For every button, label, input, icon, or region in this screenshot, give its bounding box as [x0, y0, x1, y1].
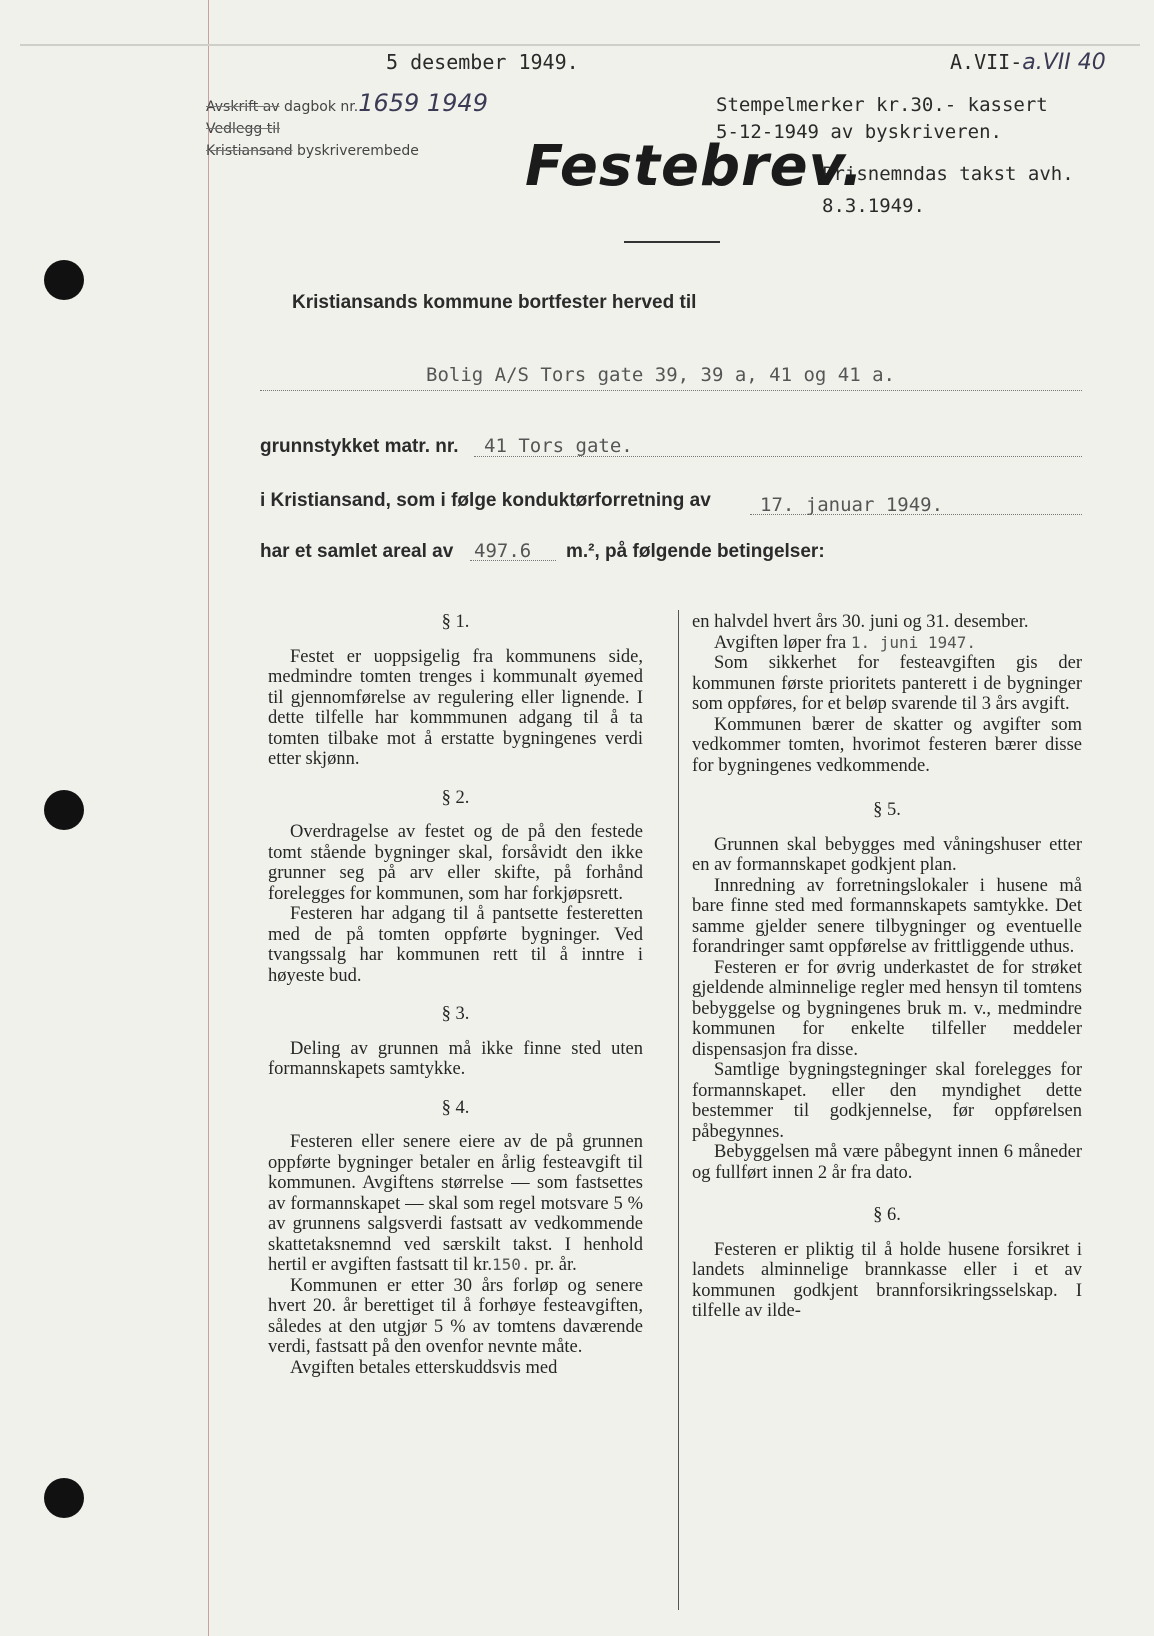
stamp-label-city: Kristiansand [206, 143, 293, 159]
section-5-text-3: Festeren er for øvrig underkastet de for strøket gjeldende alminnelige regler med hensyn til tomtens bebyggelse og bygningenes bruk m. v., medmindre kommunen for enkelte tilfeller meddeler dispensasjon fra disse. [692, 957, 1082, 1060]
stamp-office: byskriverembede [297, 143, 419, 159]
lessee-name: Bolig A/S Tors gate 39, 39 a, 41 og 41 a. [426, 364, 895, 386]
punch-hole-icon [44, 790, 84, 830]
margin-line [208, 0, 209, 1636]
section-4-text-1 [268, 1132, 643, 1276]
section-6-heading: § 6. [873, 1205, 901, 1225]
section-4-heading: § 4. [441, 1097, 470, 1118]
section-4-text-3: Avgiften betales etterskuddsvis med [290, 1357, 558, 1378]
area-label: har et samlet areal av [260, 541, 454, 562]
survey-date: 17. januar 1949. [760, 494, 944, 516]
section-3-text: Deling av grunnen må ikke finne sted uten formannskapets samtykke. [268, 1038, 643, 1079]
matr-dotted-line [474, 456, 1082, 457]
matr-label: grunnstykket matr. nr. [260, 436, 459, 457]
left-column [268, 612, 643, 1378]
fee-per-year: pr. år. [535, 1255, 577, 1275]
survey-dotted-line [750, 514, 1082, 515]
document-date: 5 desember 1949. [386, 50, 579, 74]
section-5-text-2: Innredning av forretningslokaler i husene må bare finne sted med formannskapets samtykke. Det samme gjelder senere tilbygninger og eventuelle forandringer samt oppførelse av frittliggende uthus. [692, 875, 1082, 957]
document-title: Festebrev. [525, 134, 864, 199]
fee-start [692, 633, 1082, 654]
column-divider [678, 610, 679, 1610]
title-rule [624, 241, 720, 243]
archive-ref-typed: A.VII- [950, 50, 1023, 74]
section-5-text-4: Samtlige bygningstegninger skal forelegges for formannskapet. eller den myndighet dette bestemmer til godkjennelse, før oppførelsen påbegynnes. [692, 1060, 1082, 1142]
section-4-continued: en halvdel hvert års 30. juni og 31. desember. [692, 612, 1029, 632]
top-rule [20, 44, 1140, 46]
fee-start-label: Avgiften løper fra [714, 632, 847, 653]
stamp-label-copy: Avskrift av [206, 99, 280, 115]
section-5-text-5: Bebyggelsen må være påbegynt innen 6 måneder og fullført innen 2 år fra dato. [692, 1142, 1082, 1183]
right-column [692, 612, 1082, 1322]
stamp-duty-line-1: Stempelmerker kr.30.- kassert [716, 94, 1048, 116]
section-1-text: Festet er uoppsigelig fra kommunens side, medmindre tomten trenges i kommunalt øyemed til gjennomførelse av regulering eller lignende. I dette tilfelle har kommmunen adgang til å ta tomten tilbake mot å erstatte bygningenes verdi etter skjønn. [268, 646, 643, 769]
section-2-text-2: Festeren har adgang til å pantsette festeretten med de på tomten oppførte bygninger. Ved tvangssalg har kommunen rett til å inntre i høyeste bud. [268, 904, 643, 986]
stamp-diary-number: 1659 1949 [358, 89, 488, 117]
section-4-text-2: Kommunen er etter 30 års forløp og senere hvert 20. år berettiget til å forhøye festeavgiften, således at den utgjør 5 % av tomtens daværende verdi, fastsatt på den ovenfor nevnte måte. [268, 1275, 643, 1357]
section-5-text-1: Grunnen skal bebygges med våningshuser etter en av formannskapet godkjent plan. [692, 834, 1082, 875]
fee-start-date: 1. juni 1947. [850, 632, 977, 652]
stamp-diary-label: dagbok nr. [284, 99, 359, 115]
lessee-dotted-line [260, 390, 1082, 391]
archive-reference [950, 50, 1106, 75]
taxes-text: Kommunen bærer de skatter og avgifter som vedkommer tomten, hvorimot festeren bærer disse for bygningenes vedkommende. [692, 714, 1082, 776]
security-text: Som sikkerhet for festeavgiften gis der kommunen første prioritets panterett i de bygninger som oppføres, for et beløp svarende til 3 års avgift. [692, 653, 1082, 714]
area-suffix: m.², på følgende betingelser: [566, 541, 825, 562]
punch-hole-icon [44, 1478, 84, 1518]
registry-stamp [206, 89, 488, 162]
punch-hole-icon [44, 260, 84, 300]
section-5-heading: § 5. [873, 800, 901, 820]
area-dotted-line [470, 560, 556, 561]
stamp-label-attachment: Vedlegg til [206, 121, 280, 137]
location-label: i Kristiansand, som i følge konduktørforretning av [260, 490, 711, 511]
section-6-text: Festeren er pliktig til å holde husene forsikret i landets alminnelige brannkasse eller i et av kommunen godkjent brannforsikringsselskap. I tilfelle av ilde- [692, 1239, 1082, 1321]
stamp-line-3 [206, 140, 488, 162]
section-4-fee-text: Festeren eller senere eiere av de på grunnen oppførte bygninger betaler en årlig festeavgift til kommunen. Avgiftens størrelse — som fastsettes av formannskapet — skal som regel motsvare 5 % av grunnens salgsverdi fastsatt av vedkommende skattetaksnemnd ved særskilt takst. I henhold hertil er avgiften fastsatt til kr. [268, 1132, 643, 1275]
price-note-line-1: Prisnemndas takst avh. [822, 163, 1074, 185]
section-2-heading: § 2. [441, 787, 470, 808]
stamp-duty-line-2: 5-12-1949 av byskriveren. [716, 121, 1002, 143]
intro-text: Kristiansands kommune bortfester herved til [292, 292, 697, 313]
area-value: 497.6 [474, 540, 532, 562]
section-1-heading: § 1. [441, 612, 470, 632]
matr-value: 41 Tors gate. [484, 435, 633, 457]
section-2-text-1: Overdragelse av festet og de på den festede tomt stående bygninger skal, forsåvidt den ikke grunner seg på arv eller skifte, på forhånd forelegges for kommunen, som har forkjøpsrett. [268, 822, 643, 904]
section-3-heading: § 3. [441, 1004, 470, 1024]
price-note-line-2: 8.3.1949. [822, 195, 925, 217]
stamp-line-1 [206, 89, 488, 118]
archive-ref-handwritten: a.VII 40 [1022, 50, 1106, 75]
stamp-line-2 [206, 118, 488, 140]
annual-fee-value: 150. [492, 1255, 531, 1274]
